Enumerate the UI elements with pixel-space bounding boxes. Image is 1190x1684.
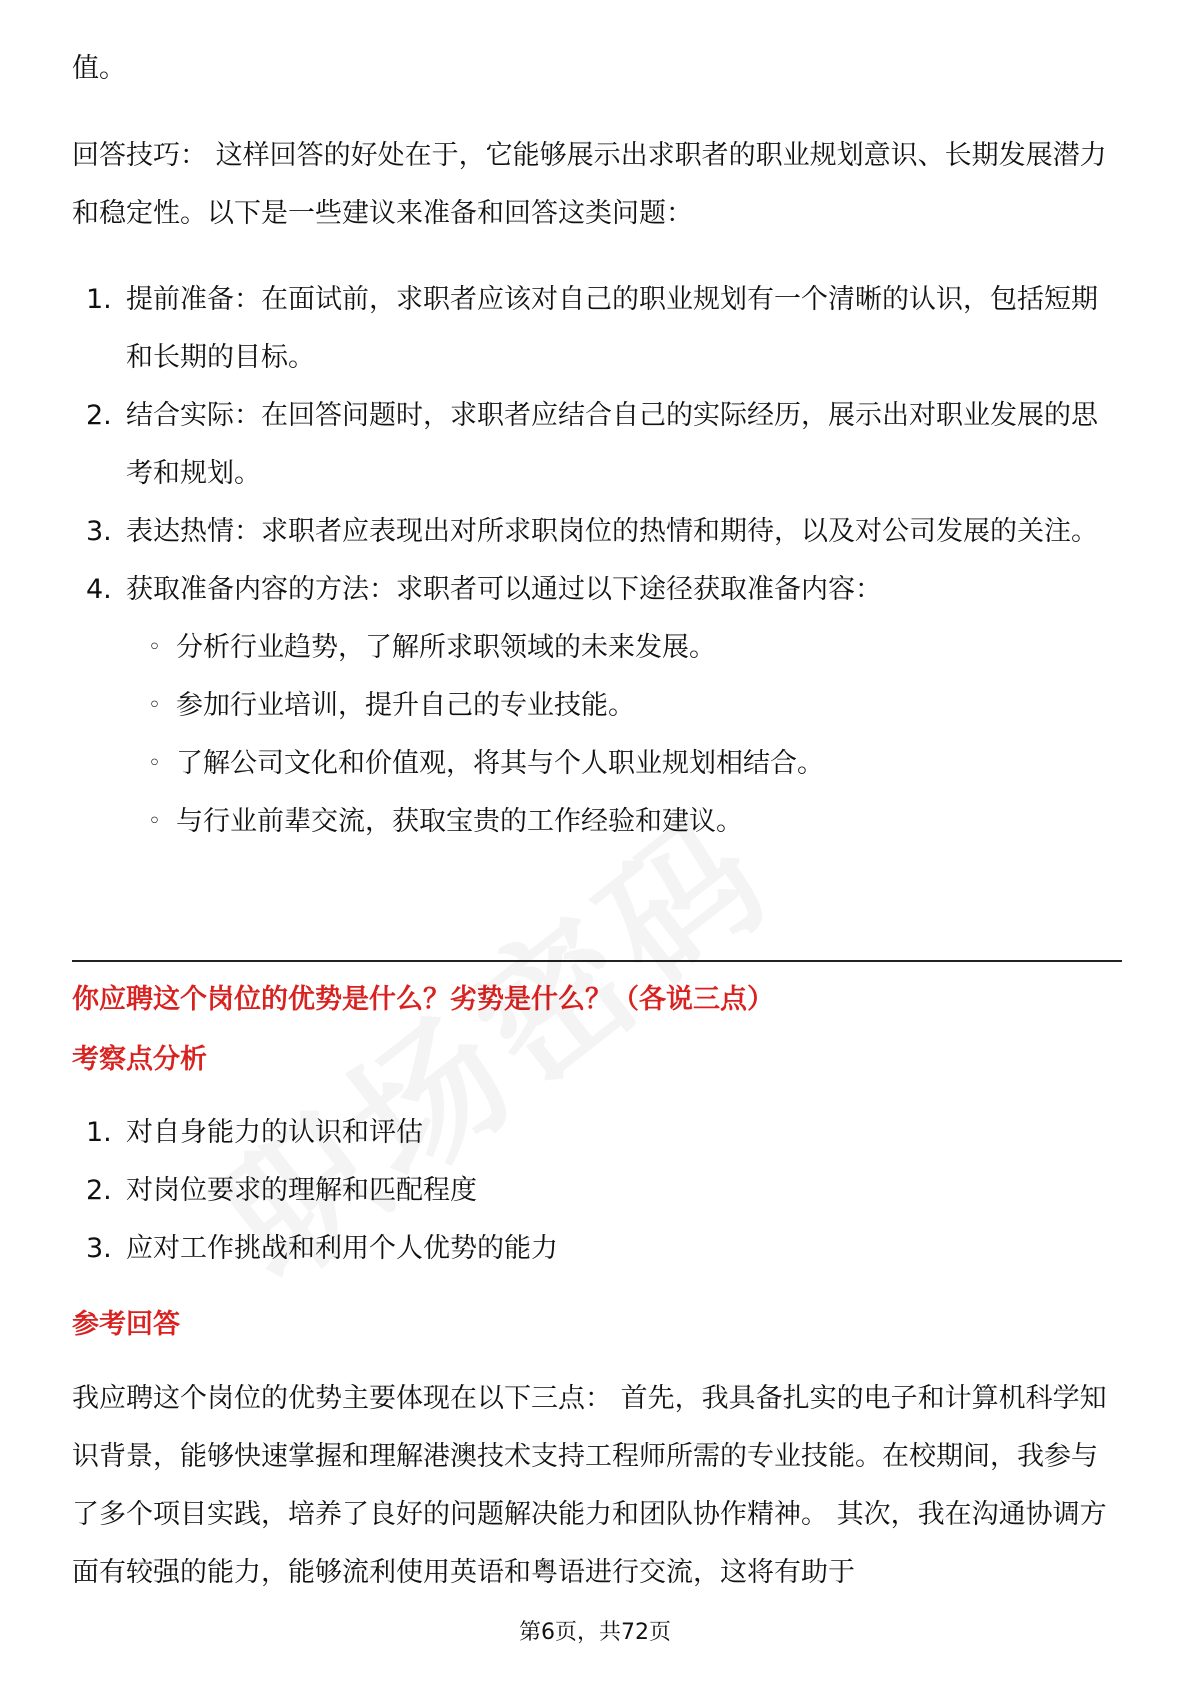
analysis-list-container [72, 1104, 1122, 1278]
list-item-text: 提前准备：在面试前，求职者应该对自己的职业规划有一个清晰的认识，包括短期和长期的目标。 [126, 284, 1098, 373]
bullet-icon: ◦ [148, 693, 161, 718]
list-number: 3. [86, 516, 112, 547]
list-number: 2. [86, 400, 112, 431]
analysis-list [72, 1104, 1122, 1278]
document-page [72, 0, 1122, 1684]
sublist-item [126, 735, 1122, 793]
sublist-item-text: 了解公司文化和价值观，将其与个人职业规划相结合。 [176, 748, 824, 779]
sublist-item-text: 参加行业培训，提升自己的专业技能。 [176, 690, 635, 721]
sublist-item [126, 619, 1122, 677]
tips-list [72, 271, 1122, 851]
bullet-icon: ◦ [148, 809, 161, 834]
list-number: 3. [86, 1233, 112, 1264]
tips-list-container [72, 271, 1122, 851]
list-item [72, 1104, 1122, 1162]
question-title: 你应聘这个岗位的优势是什么？劣势是什么？（各说三点） [72, 984, 774, 1015]
sublist-item-text: 分析行业趋势，了解所求职领域的未来发展。 [176, 632, 716, 663]
list-item-text: 对岗位要求的理解和匹配程度 [126, 1175, 477, 1206]
list-item-text: 获取准备内容的方法：求职者可以通过以下途径获取准备内容： [126, 574, 882, 605]
analysis-title: 考察点分析 [72, 1044, 207, 1075]
bullet-icon: ◦ [148, 751, 161, 776]
list-item-text: 结合实际：在回答问题时，求职者应结合自己的实际经历，展示出对职业发展的思考和规划。 [126, 400, 1098, 489]
answer-paragraph: 我应聘这个岗位的优势主要体现在以下三点： 首先，我具备扎实的电子和计算机科学知识背景，能够快速掌握和理解港澳技术支持工程师所需的专业技能。在校期间，我参与了多个项目实践，培养了良好的问题解决能力和团队协作精神。 其次，我在沟通协调方面有较强的能力，能够流利使用英语和粤语进行交流，这将有助于 [72, 1383, 1107, 1588]
reference-title: 参考回答 [72, 1309, 180, 1340]
section-divider [72, 960, 1122, 962]
list-number: 4. [86, 574, 112, 605]
list-item [72, 1162, 1122, 1220]
list-item [72, 561, 1122, 851]
list-item-text: 应对工作挑战和利用个人优势的能力 [126, 1233, 558, 1264]
list-item [72, 387, 1122, 503]
list-item-text: 表达热情：求职者应表现出对所求职岗位的热情和期待，以及对公司发展的关注。 [126, 516, 1098, 547]
page-footer: 第6页，共72页 [519, 1620, 671, 1645]
list-item [72, 503, 1122, 561]
sublist-item [126, 677, 1122, 735]
sublist-item [126, 793, 1122, 851]
tips-paragraph: 回答技巧： 这样回答的好处在于，它能够展示出求职者的职业规划意识、长期发展潜力和稳定性。以下是一些建议来准备和回答这类问题： [72, 140, 1107, 229]
list-item [72, 271, 1122, 387]
top-text: 值。 [72, 53, 126, 84]
list-number: 2. [86, 1175, 112, 1206]
bullet-icon: ◦ [148, 635, 161, 660]
list-item [72, 1220, 1122, 1278]
list-item-text: 对自身能力的认识和评估 [126, 1117, 423, 1148]
tips-sublist [126, 619, 1122, 851]
list-number: 1. [86, 1117, 112, 1148]
list-number: 1. [86, 284, 112, 315]
sublist-item-text: 与行业前辈交流，获取宝贵的工作经验和建议。 [176, 806, 743, 837]
